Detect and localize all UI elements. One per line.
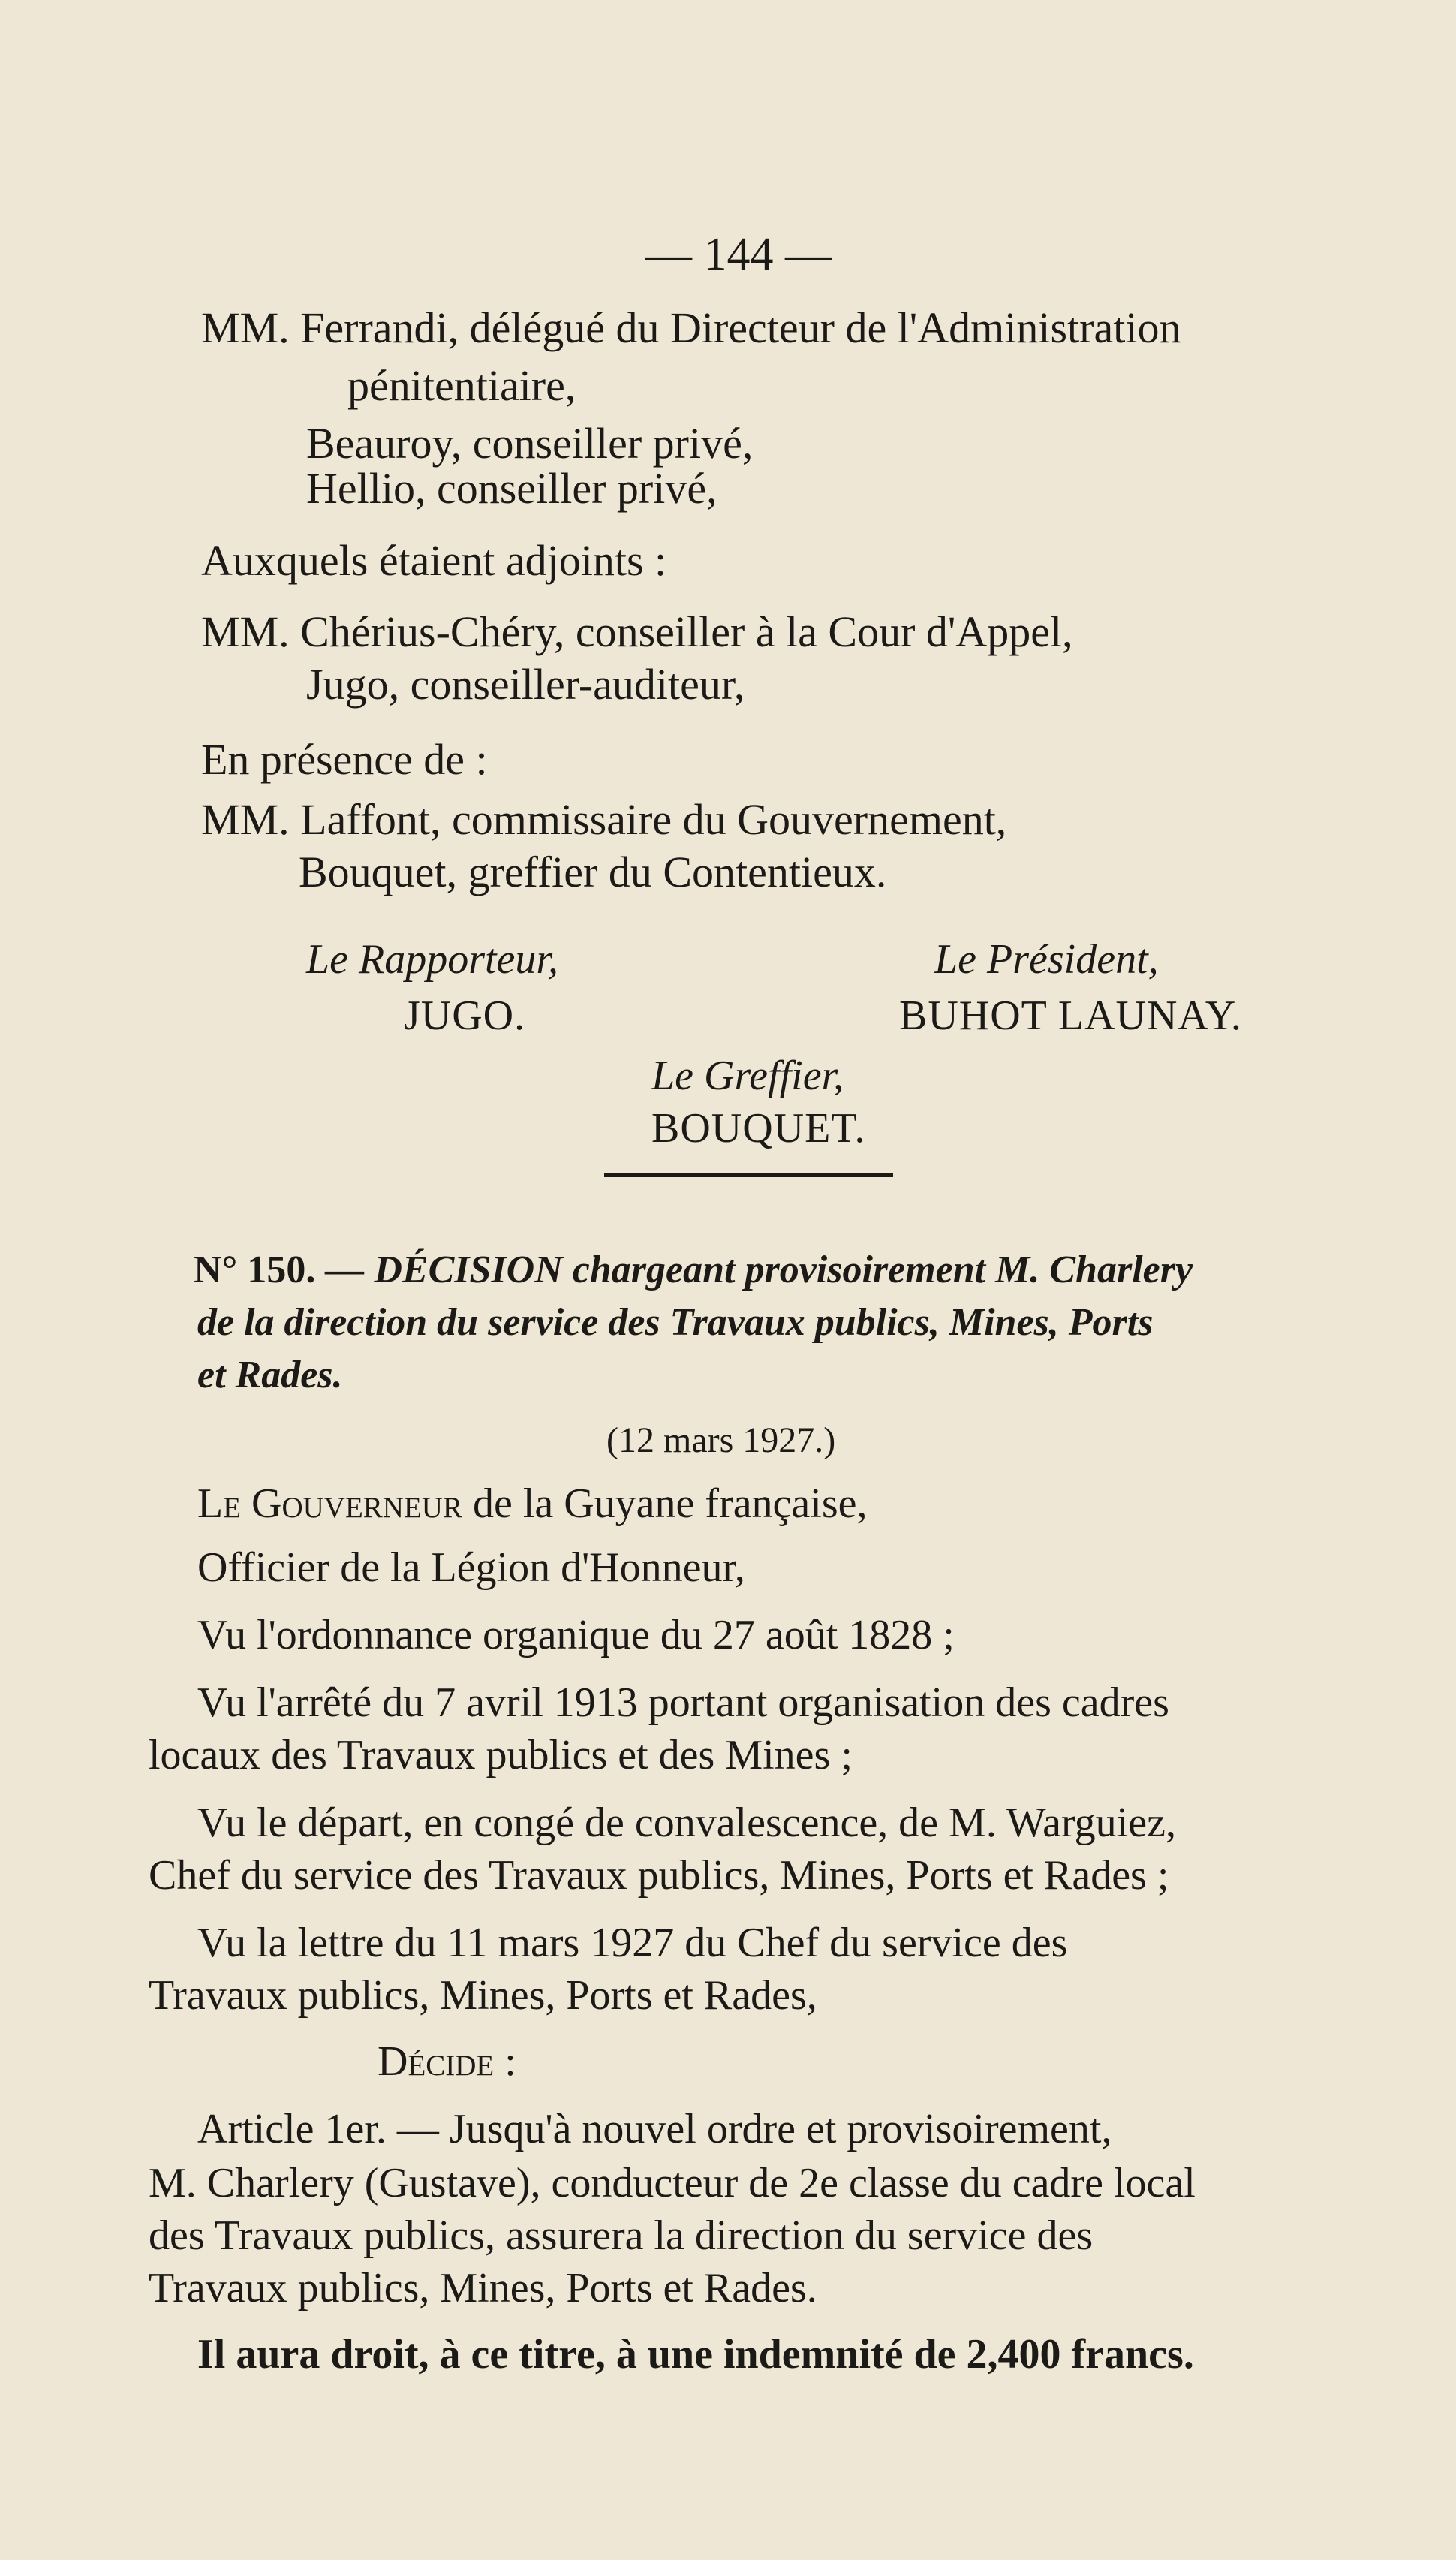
president-name: BUHOT LAUNAY. (899, 992, 1242, 1039)
greffier-title: Le Greffier, (651, 1053, 844, 1099)
attendee-line-1: MM. Ferrandi, délégué du Directeur de l'Administration (201, 303, 1181, 352)
article-line-2: M. Charlery (Gustave), conducteur de 2e classe du cadre local (149, 2160, 1196, 2206)
adjoints-heading: Auxquels étaient adjoints : (201, 536, 667, 585)
page-number: — 144 — (645, 229, 832, 280)
article-line-4: Travaux publics, Mines, Ports et Rades. (149, 2265, 817, 2312)
rapporteur-name: JUGO. (404, 992, 526, 1039)
governor-title: Le Gouverneur (197, 1480, 462, 1527)
governor-line (197, 1480, 868, 1527)
attendee-line-4: Hellio, conseiller privé, (306, 464, 717, 513)
decision-heading-line-1 (194, 1248, 1193, 1291)
considerant-2-line-1: Vu l'arrêté du 7 avril 1913 portant organisation des cadres (197, 1679, 1169, 1726)
article-line-5: Il aura droit, à ce titre, à une indemnité de 2,400 francs. (197, 2331, 1194, 2378)
considerant-3-line-2: Chef du service des Travaux publics, Mines, Ports et Rades ; (149, 1852, 1169, 1899)
article-line-3: des Travaux publics, assurera la direction du service des (149, 2212, 1094, 2259)
rapporteur-title: Le Rapporteur, (306, 936, 558, 983)
officer-line: Officier de la Légion d'Honneur, (197, 1544, 745, 1591)
decision-title-line-2: de la direction du service des Travaux publics, Mines, Ports (197, 1301, 1154, 1344)
decision-date: (12 mars 1927.) (606, 1420, 836, 1460)
considerant-3-line-1: Vu le départ, en congé de convalescence, de M. Warguiez, (197, 1800, 1176, 1846)
presence-line-2: Bouquet, greffier du Contentieux. (299, 848, 887, 896)
president-title: Le Président, (934, 936, 1159, 983)
attendee-line-2: pénitentiaire, (347, 361, 576, 410)
section-divider (604, 1173, 893, 1177)
attendee-line-3: Beauroy, conseiller privé, (306, 419, 754, 468)
adjoint-line-1: MM. Chérius-Chéry, conseiller à la Cour d'Appel, (201, 607, 1073, 656)
considerant-1: Vu l'ordonnance organique du 27 août 1828 ; (197, 1612, 955, 1658)
considerant-4-line-1: Vu la lettre du 11 mars 1927 du Chef du service des (197, 1920, 1068, 1966)
presence-heading: En présence de : (201, 735, 488, 784)
article-line-1: Article 1er. — Jusqu'à nouvel ordre et provisoirement, (197, 2106, 1112, 2152)
decision-number: N° 150. (194, 1248, 316, 1291)
considerant-4-line-2: Travaux publics, Mines, Ports et Rades, (149, 1972, 817, 2019)
decision-title-line-1: — DÉCISION chargeant provisoirement M. Charlery (325, 1248, 1193, 1291)
decision-title-line-3: et Rades. (197, 1354, 343, 1396)
greffier-name: BOUQUET. (651, 1105, 866, 1152)
adjoint-line-2: Jugo, conseiller-auditeur, (306, 660, 745, 709)
governor-rest: de la Guyane française, (472, 1480, 868, 1527)
presence-line-1: MM. Laffont, commissaire du Gouvernement, (201, 795, 1007, 844)
considerant-2-line-2: locaux des Travaux publics et des Mines ; (149, 1732, 853, 1778)
decide-heading: Décide : (378, 2038, 516, 2085)
